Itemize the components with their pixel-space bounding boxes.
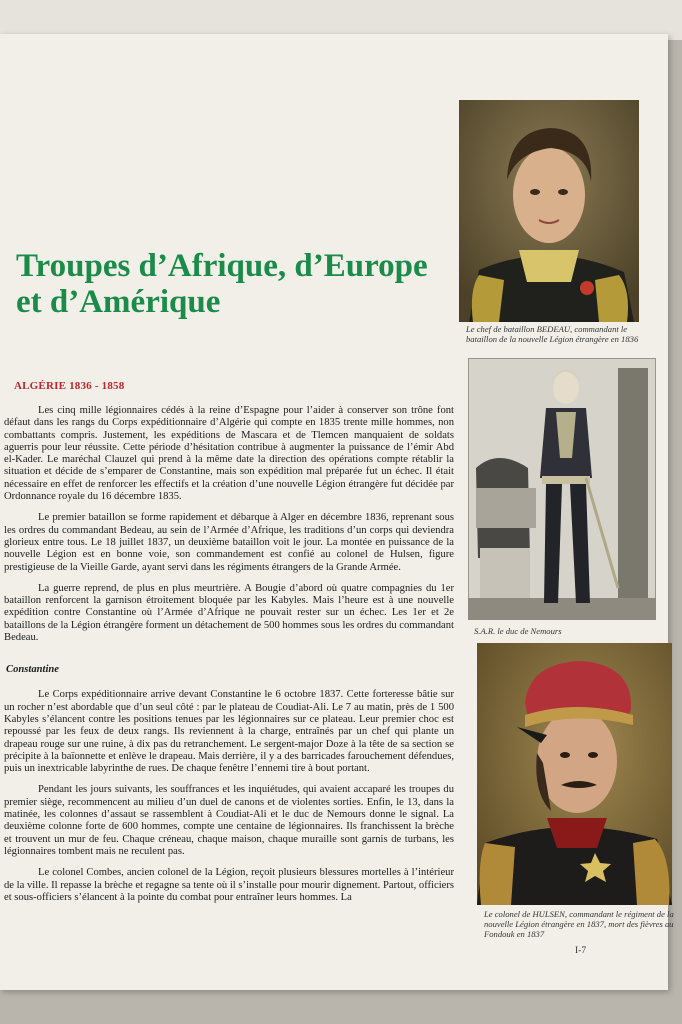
paragraph: Les cinq mille légionnaires cédés à la reine d’Espagne pour l’aider à conserver son trône font défaut dans les rangs du Corps expéditionnaire d’Algérie qui compte en 1835 trente mille hommes, non combattants compris. Justement, les expéditions de Mascara et de Tlemcen manquaient de soldats aguerris pour leur réussite. Cette période d’hésitation contribue à augmenter la puissance de l’émir Abd el-Kader. Le maréchal Clauzel qui prend à la même date la direction des opérations compte rétablir la situation et décide de s’emparer de Constantine, mais son expédition mal préparée fut un échec. Il était nécessaire en effet de renforcer les effectifs et la création d’une nouvelle Légion étrangère fut décidée par Ordonnance royale du 16 décembre 1835. <box>4 405 454 503</box>
body-column <box>4 405 454 913</box>
paragraph: Le Corps expéditionnaire arrive devant Constantine le 6 octobre 1837. Cette forteresse bâtie sur un rocher n’est abordable que d’un seul côté : par le plateau de Coudiat-Ali. Le 7 au matin, près de 1 500 Kabyles s’élancent contre les positions tenues par les légionnaires sur ce plateau. Leur premier choc est repoussé par les feux de deux rangs. Ils reviennent à la charge, entraînés par un chef qui plante un drapeau rouge sur une ruine, à dix pas du retranchement. Le sergent-major Doze à la tête de sa section se précipite à la baïonnette et enlève le drapeau. Mais derrière, il y a des barricades farouchement défendues, puis un inextricable labyrinthe de rues. De chaque fenêtre l’ennemi tire à bout portant. <box>4 689 454 775</box>
paragraph: Pendant les jours suivants, les souffrances et les inquiétudes, qui avaient accaparé les troupes du premier siège, recommencent au milieu d’un duel de canons et de violentes sorties. Enfin, le 13, dans la matinée, les colonnes d’assaut se rassemblent à Coudiat-Ali et le duc de Nemours donne le signal. La deuxième colonne forte de 600 hommes, compte une centaine de légionnaires. Ils franchissent la brèche et trouvent un mur de feu. Chaque créneau, chaque maison, chaque muraille sont garnis de turbans, les légionnaires tombent mais ne reculent pas. <box>4 784 454 857</box>
portrait-hulsen-image <box>477 643 672 905</box>
paragraph: Le premier bataillon se forme rapidement et débarque à Alger en décembre 1836, reprenant sous les ordres du commandant Bedeau, au sein de l’Armée d’Afrique, les traditions d’un corps qui deviendra glorieux entre tous. Le 18 juillet 1837, un deuxième bataillon voit le jour. La montée en puissance de la nouvelle Légion est en bonne voie, son commandement est confié au colonel de Hulsen, figure prestigieuse de la Vieille Garde, ayant servi dans les régiments étrangers de la Grande Armée. <box>4 512 454 573</box>
caption-nemours: S.A.R. le duc de Nemours <box>474 626 562 636</box>
caption-bedeau: Le chef de bataillon BEDEAU, commandant le bataillon de la nouvelle Légion étrangère en 1836 <box>466 324 639 344</box>
page-title: Troupes d’Afrique, d’Europe et d’Amérique <box>16 248 428 320</box>
paragraph: La guerre reprend, de plus en plus meurtrière. A Bougie d’abord où quatre compagnies du 1er bataillon renforcent la garnison étroitement bloquée par les Kabyles. Mais l’heure est à une nouvelle expédition contre Constantine où l’Armée d’Afrique ne pouvait rester sur un échec. Les 1er et 2e bataillons de la Légion étrangère forment un détachement de 500 hommes sous les ordres du commandant Bedeau. <box>4 582 454 644</box>
portrait-bedeau-image <box>459 100 639 322</box>
section-heading: ALGÉRIE 1836 - 1858 <box>14 380 125 392</box>
page-number: I-7 <box>575 946 587 956</box>
portrait-nemours-image <box>468 358 656 620</box>
paragraph: Le colonel Combes, ancien colonel de la Légion, reçoit plusieurs blessures mortelles à l’intérieur de la ville. Il repasse la brèche et regagne sa tente où il s’installe pour mourir dignement. Partout, officiers et sous-officiers s’élancent à la pointe du combat pour entraîner leurs hommes. La <box>4 867 454 903</box>
subheading-constantine: Constantine <box>6 664 59 676</box>
caption-hulsen: Le colonel de HULSEN, commandant le régiment de la nouvelle Légion étrangère en 1837, mort des fièvres au Fondouk en 1837 <box>484 909 674 939</box>
